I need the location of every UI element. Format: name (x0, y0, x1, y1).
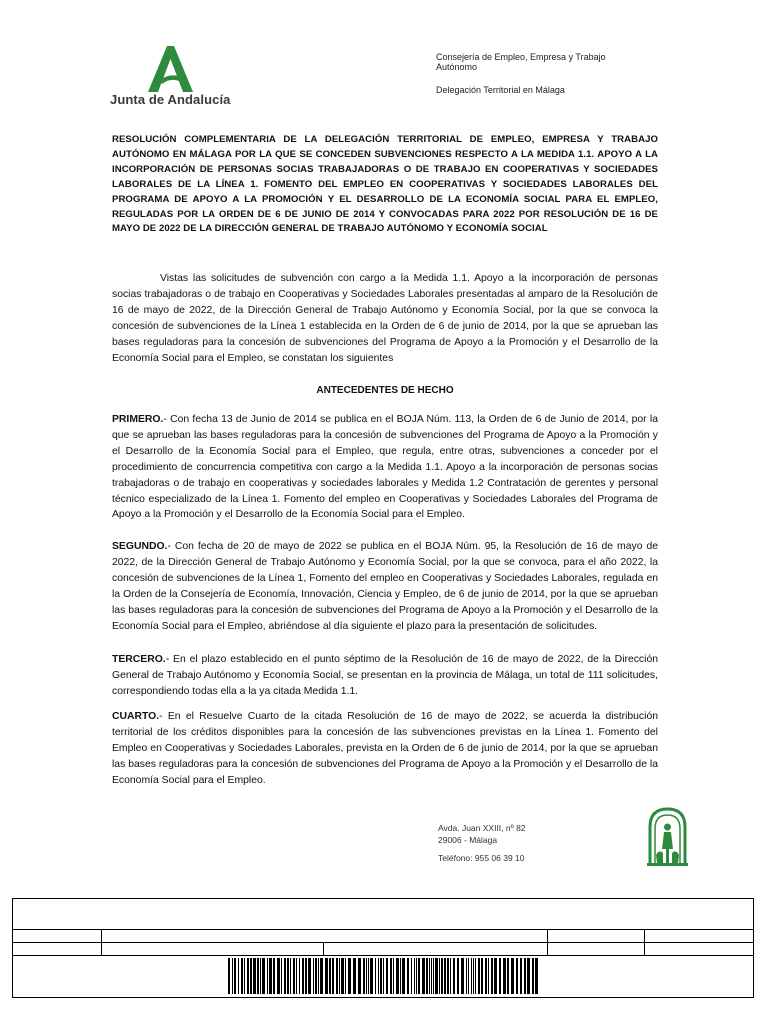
paragraph-label: PRIMERO. (112, 414, 164, 425)
junta-logo (110, 42, 240, 112)
paragraph-text: - En el Resuelve Cuarto de la citada Resolución de 16 de mayo de 2022, se acuerda la distribución territorial de los créditos disponibles para la concesión de las subvenciones previstas en la Línea 1. Fomento del Empleo en Cooperativas y Sociedades Laborales, prevista en la Orden de 6 de junio de 2014, por la que se aprueban las bases reguladoras para la concesión de subvenciones del Programa de Apoyo a la Promoción y el Desarrollo de la Economía Social para el Empleo. (112, 711, 658, 786)
paragraph-label: CUARTO. (112, 711, 160, 722)
logo-text: Junta de Andalucía (110, 92, 231, 107)
department-block (436, 52, 636, 95)
paragraph-primero (112, 412, 658, 523)
section-heading: ANTECEDENTES DE HECHO (316, 385, 454, 396)
department-name: Consejería de Empleo, Empresa y Trabajo Autónomo (436, 52, 606, 72)
paragraph-label: SEGUNDO. (112, 541, 168, 552)
paragraph-text: - En el plazo establecido en el punto séptimo de la Resolución de 16 de mayo de 2022, de la Dirección General de Trabajo Autónomo y Economía Social, se presentan en la provincia de Málaga, un total de 111 solicitudes, correspondiendo todas ella a la ya citada Medida 1.1. (112, 654, 658, 697)
paragraph-cuarto (112, 709, 658, 789)
barcode-icon (228, 958, 538, 994)
paragraph-label: TERCERO. (112, 654, 166, 665)
address-street: Avda. Juan XXIII, nº 82 (438, 823, 526, 833)
footer-row (13, 942, 753, 956)
document-title: RESOLUCIÓN COMPLEMENTARIA DE LA DELEGACIÓN TERRITORIAL DE EMPLEO, EMPRESA Y TRABAJO AUTÓNOMO EN MÁLAGA POR LA QUE SE CONCEDEN SUBVENCIONES RESPECTO A LA MEDIDA 1.1. APOYO A LA INCORPORACIÓN DE PERSONAS SOCIAS TRABAJADORAS O DE TRABAJO EN COOPERATIVAS Y SOCIEDADES LABORALES DE LA LÍNEA 1. FOMENTO DEL EMPLEO EN COOPERATIVAS Y SOCIEDADES LABORALES DEL PROGRAMA DE APOYO A LA PROMOCIÓN Y EL DESARROLLO DE LA ECONOMÍA SOCIAL PARA EL EMPLEO, REGULADAS POR LA ORDEN DE 6 DE JUNIO DE 2014 Y CONVOCADAS PARA 2022 POR RESOLUCIÓN DE 16 DE MAYO DE 2022 DE LA DIRECCIÓN GENERAL DE TRABAJO AUTÓNOMO Y ECONOMÍA SOCIAL (112, 134, 658, 235)
paragraph-text: - Con fecha 13 de Junio de 2014 se publica en el BOJA Núm. 113, la Orden de 6 de Junio de 2014, por la que se aprueban las bases reguladoras para la concesión de subvenciones del Programa de Apoyo a la Promoción y el Desarrollo de la Economía Social para el Empleo, que regula, entre otras, subvenciones a conceder por el procedimiento de concurrencia competitiva con cargo a la Medida 1.1. Apoyo a la incorporación de personas socias trabajadoras o de trabajo en cooperativas y sociedades laborales y Medida 1.2 Contratación de gerentes y personal técnico especializado de la Línea 1. Fomento del empleo en Cooperativas y Sociedades Laborales del Programa de Apoyo a la Promoción y el Desarrollo de la Economía Social para el Empleo. (112, 414, 658, 521)
junta-logo-mark-icon (140, 42, 200, 94)
address-phone: Teléfono: 955 06 39 10 (438, 853, 525, 863)
paragraph-segundo (112, 539, 658, 634)
delegation-name: Delegación Territorial en Málaga (436, 85, 565, 95)
andalucia-seal-icon (645, 805, 690, 867)
intro-paragraph: Vistas las solicitudes de subvención con cargo a la Medida 1.1. Apoyo a la incorporación de personas socias trabajadoras o de trabajo en Cooperativas y Sociedades Laborales presentadas al amparo de la Resolución de 16 de mayo de 2022, de la Dirección General de Trabajo Autónomo y Economía Social, por la que se convoca la concesión de subvenciones de la Línea 1 establecida en la Orden de 6 de junio de 2014, por la que se aprueban las bases reguladoras para la concesión de subvenciones del Programa de Apoyo a la Promoción y el Desarrollo de la Economía Social para el Empleo, se constatan los siguientes (112, 273, 658, 364)
paragraph-tercero (112, 652, 658, 700)
paragraph-text: - Con fecha de 20 de mayo de 2022 se publica en el BOJA Núm. 95, la Resolución de 16 de mayo de 2022, de la Dirección General de Trabajo Autónomo y Economía Social, por la que se convoca, para el año 2022, la concesión de subvenciones de la Línea 1, Fomento del empleo en Cooperativas y Sociedades Laborales, regulada en la Orden de la Consejería de Economía, Innovación, Ciencia y Empleo, de 6 de junio de 2014, por la que se aprueban las bases reguladoras para la concesión de subvenciones del Programa de Apoyo a la Promoción y el Desarrollo de la Economía Social para el Empleo, abriéndose al día siguiente el plazo para la presentación de solicitudes. (112, 541, 658, 632)
address-city: 29006 - Málaga (438, 835, 498, 845)
address-block (438, 822, 526, 864)
